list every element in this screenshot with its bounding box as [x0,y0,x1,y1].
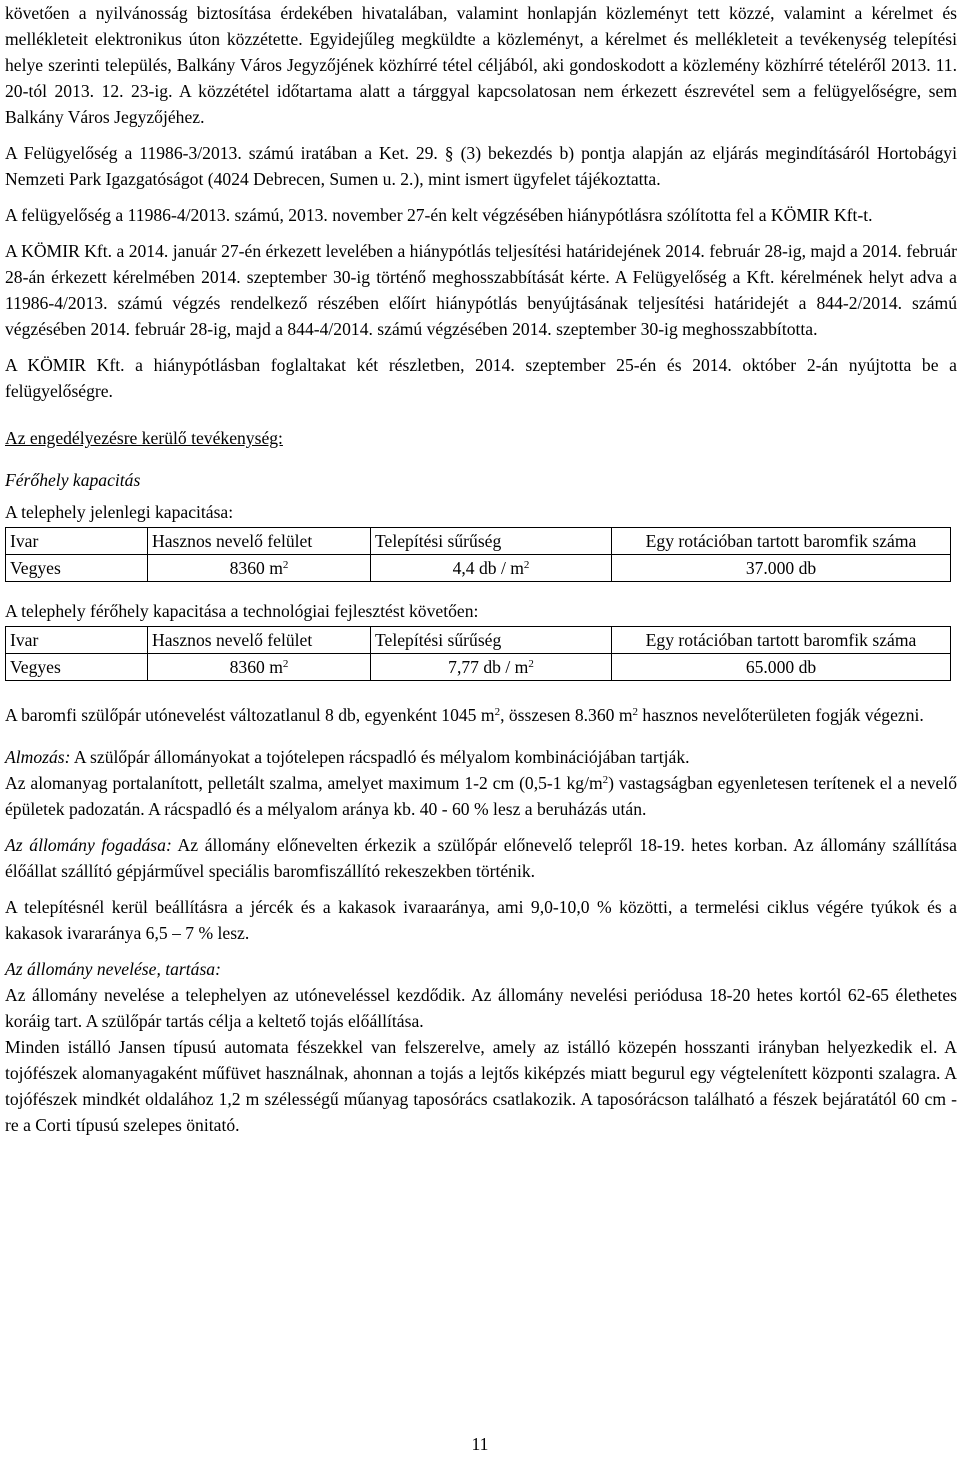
header-cell: Egy rotációban tartott baromfik száma [612,528,951,555]
paragraph-rearing: Az állomány nevelése a telephelyen az utóneveléssel kezdődik. Az állomány nevelési periódusa 18-20 hetes kortól 62-65 élethetes koráig tart. A szülőpár tartás célja a keltető tojás előállítása. [5,985,957,1031]
paragraph-submission: A KÖMIR Kft. a hiánypótlásban foglaltakat két részletben, 2014. szeptember 25-én és 2014. október 2-án nyújtotta be a felügyelőségre. [5,355,957,401]
table-cell: 8360 $m^2$ [148,654,371,681]
paragraph-litter-material: Az alomanyag portalanított, pelletált szalma, amelyet maximum 1-2 cm (0,5-1 $kg/m^2$) vastagságban egyenletesen terítenek el a nevelő épületek padozatán. A rácspadló és a mélyalom aránya kb. 40 - 60 % lesz a beruházás után. [5,773,957,819]
capacity-heading: Férőhely kapacitás [5,470,141,490]
paragraph-publication: követően a nyilvánosság biztosítása érdekében hivatalában, valamint honlapján közleményt tett közzé, valamint a kérelmet és mellékleteit elektronikus úton közzétette. Egyidejűleg megküldte a közleményt, a kérelmet és mellékleteit a tevékenység telepítési helye szerinti település, Balkány Város Jegyzőjének közhírré tétel céljából, aki gondoskodott a közlemény közhírré tételéről 2013. 11. 20-tól 2013. 12. 23-ig. A közzététel időtartama alatt a tárggyal kapcsolatosan nem érkezett észrevétel sem a felügyelőségre, sem Balkány Város Jegyzőjéhez. [5,3,957,127]
reception-label: Az állomány fogadása: [5,835,172,855]
current-capacity-table [5,527,951,582]
table-row [6,555,951,582]
table-cell: Vegyes [6,555,148,582]
header-cell: Hasznos nevelő felület [148,627,371,654]
table-cell: Vegyes [6,654,148,681]
header-cell: Egy rotációban tartott baromfik száma [612,627,951,654]
paragraph-deadline-extension: A KÖMIR Kft. a 2014. január 27-én érkezett levelében a hiánypótlás teljesítési határidejének 2014. február 28-ig, majd a 2014. február 28-án érkezett kérelmében 2014. szeptember 30-ig történő meghosszabbítását kérte. A Felügyelőség a Kft. kérelmének helyt adva a 11986-4/2013. számú végzés rendelkező részében előírt hiánypótlás benyújtásának teljesítési határidejét a 844-2/2014. számú végzésében 2014. február 28-ig, majd a 844-4/2014. számú végzésében 2014. szeptember 30-ig meghosszabbította. [5,241,957,339]
table-cell: 7,77 db / $m^2$ [371,654,612,681]
table-cell: 8360 $m^2$ [148,555,371,582]
header-cell: Ivar [6,528,148,555]
table-row [6,654,951,681]
table2-caption: A telephely férőhely kapacitása a technológiai fejlesztést követően: [5,601,479,621]
header-cell: Ivar [6,627,148,654]
rearing-heading: Az állomány nevelése, tartása: [5,959,221,979]
paragraph-reception: Az állomány fogadása: Az állomány előnevelten érkezik a szülőpár előnevelő telepről 18-19. hetes korban. Az állomány szállítása élőállat szállító gépjárművel speciális baromfiszállító rekeszekben történik. [5,835,957,881]
section-heading: Az engedélyezésre kerülő tevékenység: [5,428,283,448]
paragraph-litter: Almozás: A szülőpár állományokat a tojótelepen rácspadló és mélyalom kombinációjában tartják. [5,747,690,767]
paragraph-sex-ratio: A telepítésnél kerül beállításra a jércék és a kakasok ivaraaránya, ami 9,0-10,0 % közötti, a termelési ciklus végére tyúkok és a kakasok ivararánya 6,5 – 7 % lesz. [5,897,957,943]
header-cell: Hasznos nevelő felület [148,528,371,555]
document-page [5,0,957,1138]
litter-label: Almozás: [5,747,71,767]
header-cell: Telepítési sűrűség [371,528,612,555]
table-header-row [6,528,951,555]
paragraph-nests: Minden istálló Jansen típusú automata fészekkel van felszerelve, amely az istálló közepén hosszanti irányban helyezkedik el. A tojófészek alomanyagaként műfüvet használnak, ahonnan a tojás a lejtős kiképzés miatt begurul egy végtelenített központi szalagra. A tojófészek mindkét oldalához 1,2 m szélességű műanyag taposórács csatlakozik. A taposórácson található a fészek bejáratától 60 cm -re a Corti típusú szelepes önitató. [5,1037,957,1135]
table1-caption: A telephely jelenlegi kapacitása: [5,502,234,522]
paragraph-notification: A Felügyelőség a 11986-3/2013. számú iratában a Ket. 29. § (3) bekezdés b) pontja alapján az eljárás megindításáról Hortobágyi Nemzeti Park Igazgatóságot (4024 Debrecen, Sumen u. 2.), mint ismert ügyfelet tájékoztatta. [5,143,957,189]
paragraph-rearing-area: A baromfi szülőpár utónevelést változatlanul 8 db, egyenként 1045 $m^2$, összesen 8.360 $m^2$ hasznos nevelőterületen fogják végezni. [5,705,924,725]
table-cell: 4,4 db / $m^2$ [371,555,612,582]
table-header-row [6,627,951,654]
table-cell: 37.000 db [612,555,951,582]
header-cell: Telepítési sűrűség [371,627,612,654]
planned-capacity-table [5,626,951,681]
table-cell: 65.000 db [612,654,951,681]
paragraph-deficiency-order: A felügyelőség a 11986-4/2013. számú, 2013. november 27-én kelt végzésében hiánypótlásra szólította fel a KÖMIR Kft-t. [5,205,873,225]
page-number: 11 [471,1434,489,1454]
